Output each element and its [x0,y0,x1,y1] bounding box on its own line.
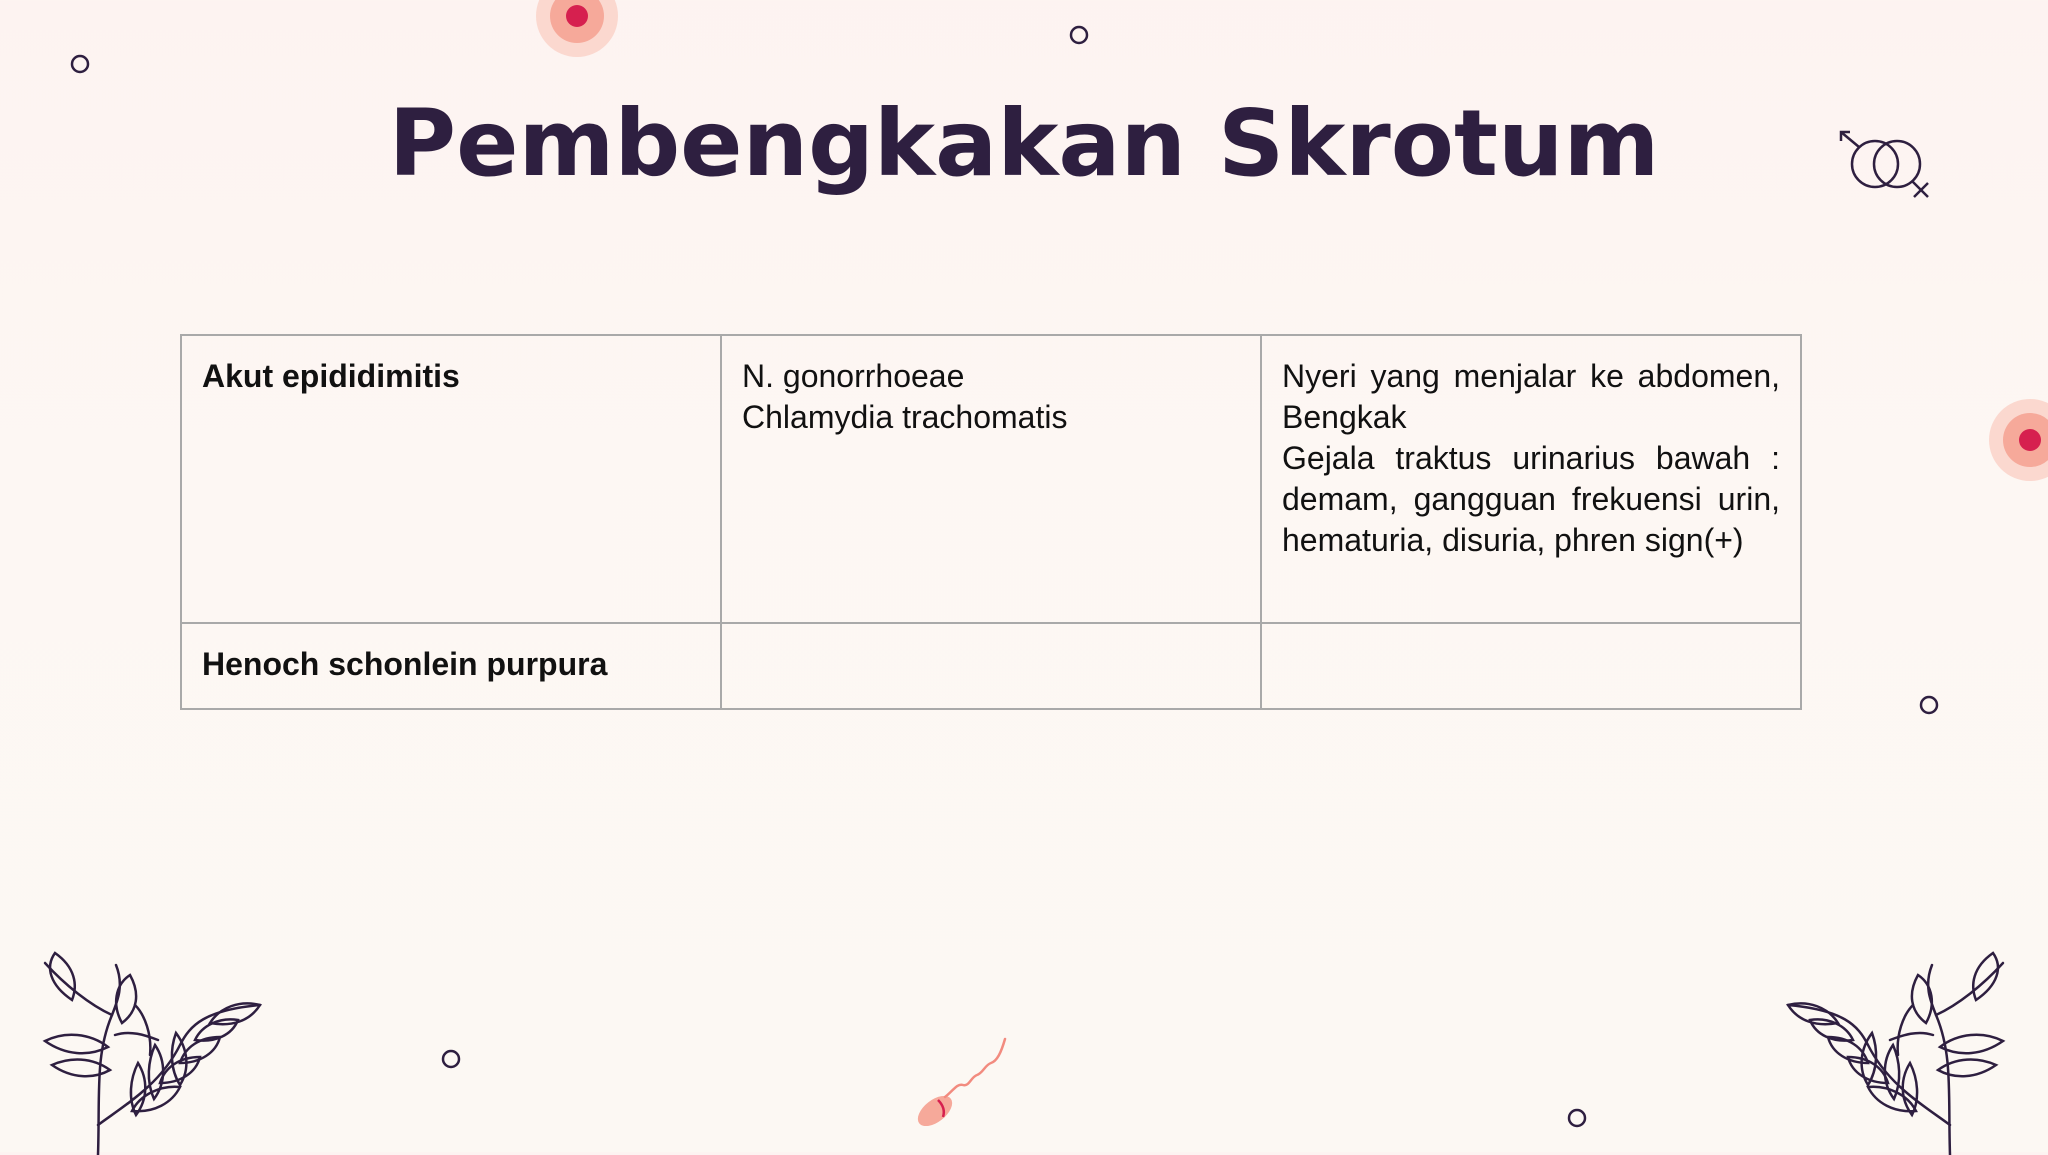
causes-cell [721,623,1261,709]
table-row [181,623,1801,709]
info-table [180,334,1802,710]
target-icon [532,0,622,60]
leaf-branch-icon [20,945,300,1155]
leaf-branch-icon [1748,945,2028,1155]
symptoms-cell [1261,335,1801,623]
condition-cell [181,623,721,709]
sperm-icon [905,1035,1015,1135]
symptoms-text: Nyeri yang menjalar ke abdomen, Bengkak Gejala traktus urinarius bawah : demam, gangguan frekuensi urin, hematuria, disuria, phren sign(+) [1282,358,1780,558]
condition-label: Henoch schonlein purpura [202,646,608,682]
condition-label: Akut epididimitis [202,358,460,394]
causes-cell [721,335,1261,623]
slide-title: Pembengkakan Skrotum [388,90,1660,197]
table-row [181,335,1801,623]
cause-item: Chlamydia trachomatis [742,399,1068,435]
symptoms-cell [1261,623,1801,709]
target-icon [1988,395,2048,485]
cause-item: N. gonorrhoeae [742,358,965,394]
condition-cell [181,335,721,623]
